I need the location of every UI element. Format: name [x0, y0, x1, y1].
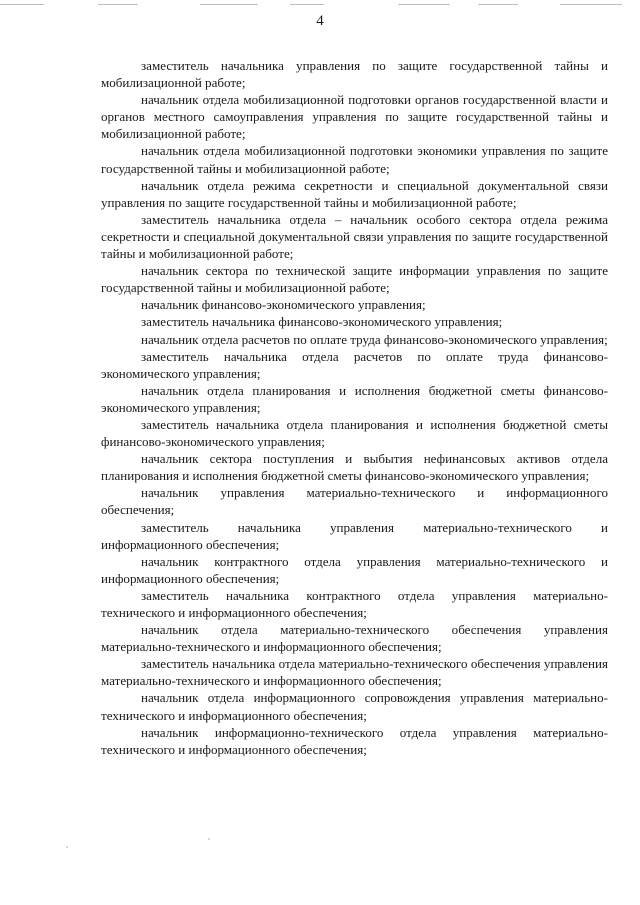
position-list-item: начальник контрактного отдела управления материально-технического и информационного обеспечения; [101, 553, 608, 586]
scan-speck [66, 846, 68, 848]
position-list-item: заместитель начальника управления материально-технического и информационного обеспечения; [101, 519, 608, 552]
position-list-item: начальник отдела расчетов по оплате труда финансово-экономического управления; [141, 331, 608, 347]
position-list-item: заместитель начальника отдела расчетов по оплате труда финансово-экономического управления; [101, 348, 608, 381]
position-list-item: заместитель начальника управления по защите государственной тайны и мобилизационной работе; [101, 58, 608, 91]
position-list-item: начальник отдела планирования и исполнения бюджетной сметы финансово-экономического управления; [101, 382, 608, 415]
position-list-item: начальник отдела информационного сопровождения управления материально-технического и информационного обеспечения; [101, 690, 608, 723]
position-list-item: заместитель начальника финансово-экономического управления; [141, 314, 503, 330]
position-list-item: начальник отдела мобилизационной подготовки экономики управления по защите государственной тайны и мобилизационной работе; [101, 143, 608, 176]
position-list-item: заместитель начальника отдела – начальник особого сектора отдела режима секретности и специальной документальной связи управления по защите государственной тайны и мобилизационной работе; [101, 211, 608, 262]
scan-edge-marks [0, 4, 640, 8]
position-list-item: заместитель начальника контрактного отдела управления материально-технического и информационного обеспечения; [101, 587, 608, 620]
position-list-item: начальник информационно-технического отдела управления материально-технического и информационного обеспечения; [101, 724, 608, 757]
position-list-item: начальник финансово-экономического управления; [141, 297, 426, 313]
position-list-item: начальник сектора поступления и выбытия нефинансовых активов отдела планирования и исполнения бюджетной сметы финансово-экономического управления; [101, 451, 608, 484]
position-list-item: начальник управления материально-технического и информационного обеспечения; [101, 485, 608, 518]
position-list-item: начальник отдела мобилизационной подготовки органов государственной власти и органов местного самоуправления управления по защите государственной тайны и мобилизационной работе; [101, 92, 608, 142]
position-list-item: начальник сектора по технической защите информации управления по защите государственной тайны и мобилизационной работе; [101, 263, 608, 296]
position-list-item: начальник отдела режима секретности и специальной документальной связи управления по защите государственной тайны и мобилизационной работе; [101, 177, 608, 210]
position-list-item: заместитель начальника отдела планирования и исполнения бюджетной сметы финансово-экономического управления; [101, 416, 608, 450]
position-list-item: заместитель начальника отдела материально-технического обеспечения управления материально-технического и информационного обеспечения; [101, 656, 608, 689]
document-body [101, 57, 608, 758]
page-number: 4 [316, 13, 324, 29]
position-list-item: начальник отдела материально-технического обеспечения управления материально-технического и информационного обеспечения; [101, 622, 608, 655]
scan-speck [208, 838, 210, 840]
